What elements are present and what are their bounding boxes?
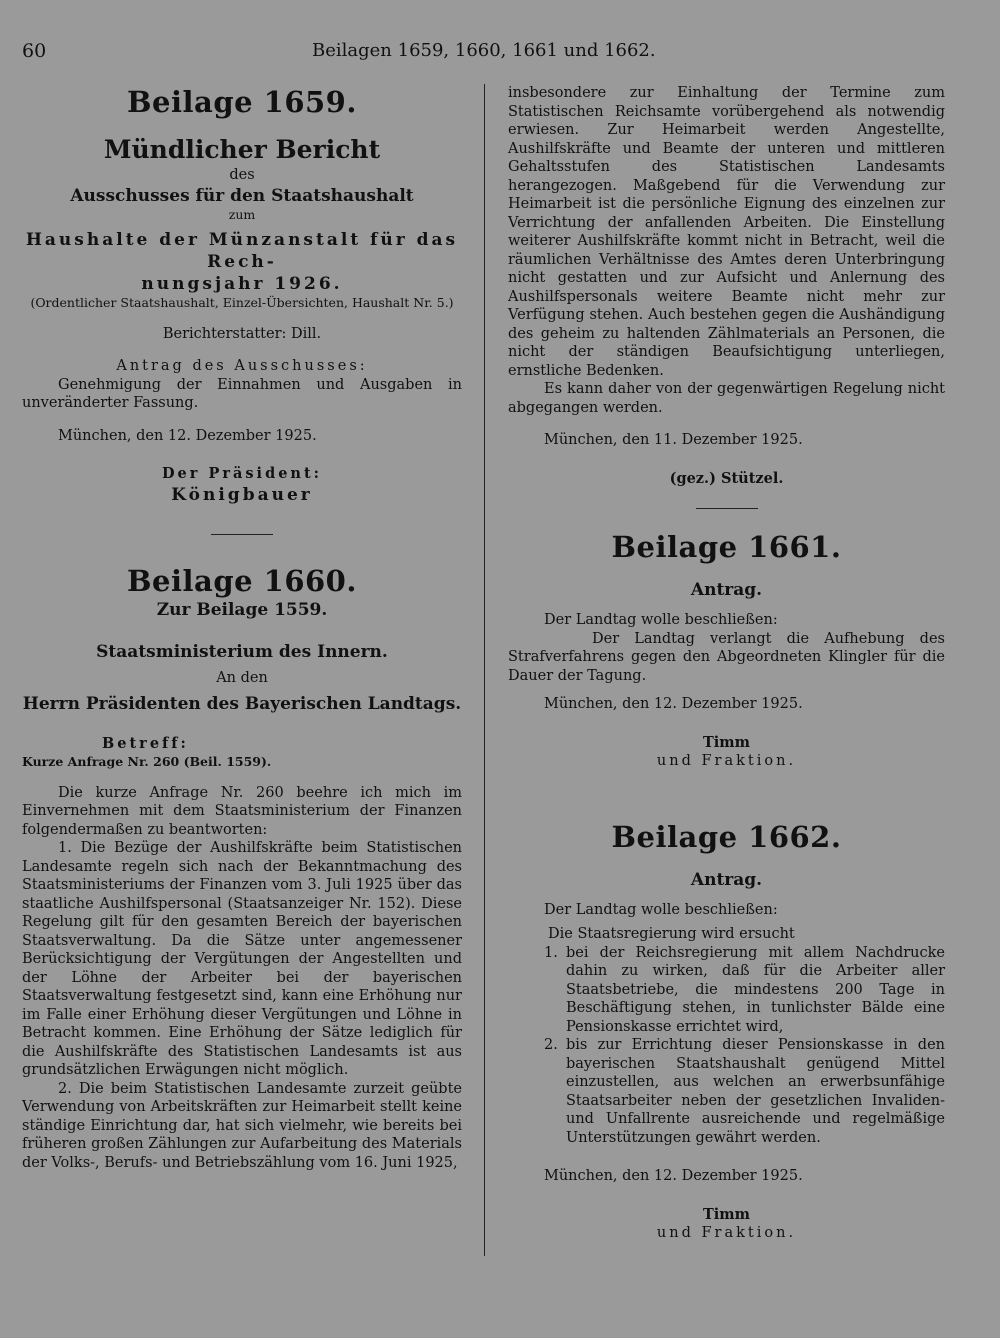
lead2-1662: Die Staatsregierung wird ersucht	[548, 926, 795, 942]
report-heading: Mündlicher Bericht	[103, 135, 381, 164]
signature-group-1661: und Fraktion.	[656, 753, 797, 769]
signature-name-1661: Timm	[703, 733, 750, 751]
signature-1660: (gez.) Stützel.	[669, 469, 784, 487]
president-label: Der Präsident:	[161, 465, 323, 482]
ministry-name: Staatsministerium des Innern.	[96, 641, 388, 662]
answer-point-3: Es kann daher von der gegenwärtigen Regelung nicht abgegangen werden.	[508, 381, 945, 416]
president-name: Königbauer	[171, 484, 313, 505]
an-den-label: An den	[216, 669, 268, 686]
motion-text: Genehmigung der Einnahmen und Ausgaben in unveränderter Fassung.	[22, 376, 462, 411]
betreff-text: Kurze Anfrage Nr. 260 (Beil. 1559).	[22, 753, 272, 769]
antrag-1661: Antrag.	[690, 580, 763, 600]
answer-intro: Die kurze Anfrage Nr. 260 beehre ich mich im Einvernehmen mit dem Staatsministerium der Finanzen folgendermaßen zu beantworten:	[22, 784, 462, 838]
date-line-1659: München, den 12. Dezember 1925.	[58, 427, 317, 444]
signature-name-1662: Timm	[703, 1205, 750, 1223]
column-divider	[484, 84, 485, 1256]
page-number: 60	[22, 40, 47, 62]
beilage-1661-title: Beilage 1661.	[611, 530, 842, 564]
answer-point-2: 2. Die beim Statistischen Landesamte zurzeit geübte Verwendung von Arbeitskräften zur Heimarbeit stellt keine ständige Einrichtung dar, hat sich vielmehr, wie bereits bei früheren großen Zählungen zur Aufarbeitung des Materials der Volks-, Berufs- und Betriebszählung vom 16. Juni 1925,	[22, 1080, 462, 1171]
lead-1662: Der Landtag wolle beschließen:	[544, 901, 778, 918]
list-item-text: bei der Reichsregierung mit allem Nachdrucke dahin zu wirken, daß für die Arbeiter aller Staatsbetriebe, die mindestens 200 Tage in Beschäftigung stehen, in tunlichster Bälde eine Pensionskasse errichtet wird,	[566, 944, 945, 1035]
page-header	[22, 40, 982, 66]
recipient-line: Herrn Präsidenten des Bayerischen Landtags.	[22, 694, 462, 714]
beilage-1660-subtitle: Zur Beilage 1559.	[156, 599, 328, 620]
motion-label: Antrag des Ausschusses:	[116, 358, 368, 374]
list-item-number: 1.	[544, 944, 558, 961]
list-item-number: 2.	[544, 1037, 558, 1053]
date-line-1662: München, den 12. Dezember 1925.	[544, 1168, 803, 1184]
subject-line-2: nungsjahr 1926.	[141, 273, 343, 294]
betreff-label: Betreff:	[102, 735, 189, 752]
committee-name: Ausschusses für den Staatshaushalt	[70, 185, 414, 206]
signature-group-1662: und Fraktion.	[656, 1225, 797, 1241]
beilage-1662-title: Beilage 1662.	[611, 819, 842, 854]
lead-1661: Der Landtag wolle beschließen:	[544, 612, 778, 628]
reporter-line: Berichterstatter: Dill.	[162, 325, 322, 342]
right-column	[508, 84, 945, 1243]
text-1661: Der Landtag verlangt die Aufhebung des Strafverfahrens gegen den Abgeordneten Klingler für die Dauer der Tagung.	[508, 630, 945, 684]
antrag-1662: Antrag.	[690, 869, 763, 890]
running-title: Beilagen 1659, 1660, 1661 und 1662.	[312, 40, 656, 61]
beilage-1660-title: Beilage 1660.	[127, 563, 357, 598]
list-item-text: bis zur Errichtung dieser Pensionskasse in den bayerischen Staatshaushalt genügend Mittel einzustellen, aus welchen an erwerbsunfähige Staatsarbeiter neben der gesetzlichen Invaliden- und Unfallrente ausreichende und regelmäßige Unterstützungen gewährt werden.	[566, 1037, 945, 1146]
zum-label: zum	[228, 206, 256, 222]
date-line-1661: München, den 12. Dezember 1925.	[544, 696, 803, 712]
beilage-1659-title: Beilage 1659.	[127, 85, 357, 119]
list-item	[544, 944, 945, 1037]
budget-note: (Ordentlicher Staatshaushalt, Einzel-Übersichten, Haushalt Nr. 5.)	[30, 294, 454, 310]
answer-point-2-continued: insbesondere zur Einhaltung der Termine zum Statistischen Reichsamte vorübergehend als notwendig erwiesen. Zur Heimarbeit werden Angestellte, Aushilfskräfte und Beamte der unteren und mittleren Gehaltsstufen des Statistischen Landesamts herangezogen. Maßgebend für die Verwendung zur Heimarbeit ist die persönliche Eignung des einzelnen zur Verrichtung der anfallenden Arbeiten. Die Einstellung weiterer Aushilfskräfte kommt nicht in Betracht, weil die räumlichen Verhältnisse des Amtes deren Unterbringung nicht gestatten und zur Aufsicht und Anlernung des Aushilfspersonals weitere Beamte nicht mehr zur Verfügung stehen. Auch bestehen gegen die Aushändigung des geheim zu haltenden Zählmaterials an Personen, die nicht der ständigen Beaufsichtigung unterliegen, ernstliche Bedenken.	[508, 85, 945, 379]
date-line-1660: München, den 11. Dezember 1925.	[544, 432, 803, 448]
answer-point-1: 1. Die Bezüge der Aushilfskräfte beim Statistischen Landesamte regeln sich nach der Bekanntmachung des Staatsministeriums der Finanzen vom 3. Juli 1925 über das staatliche Aushilfspersonal (Staatsanzeiger Nr. 152). Diese Regelung gilt für den gesamten Bereich der bayerischen Staatsverwaltung. Da die Sätze unter angemessener Berücksichtigung der Vergütungen der Angestellten und der Löhne der Arbeiter bei der bayerischen Staatsverwaltung festgesetzt sind, kann eine Erhöhung nur im Falle einer Erhöhung dieser Vergütungen und Löhne in Betracht kommen. Eine Erhöhung der Sätze lediglich für die Aushilfskräfte des Statistischen Landesamts ist aus grundsätzlichen Erwägungen nicht möglich.	[22, 840, 462, 1078]
subject-line-1: Haushalte der Münzanstalt für das Rech-	[25, 229, 459, 272]
des-label: des	[229, 167, 255, 183]
left-column	[22, 84, 462, 1172]
list-item	[544, 1036, 945, 1147]
